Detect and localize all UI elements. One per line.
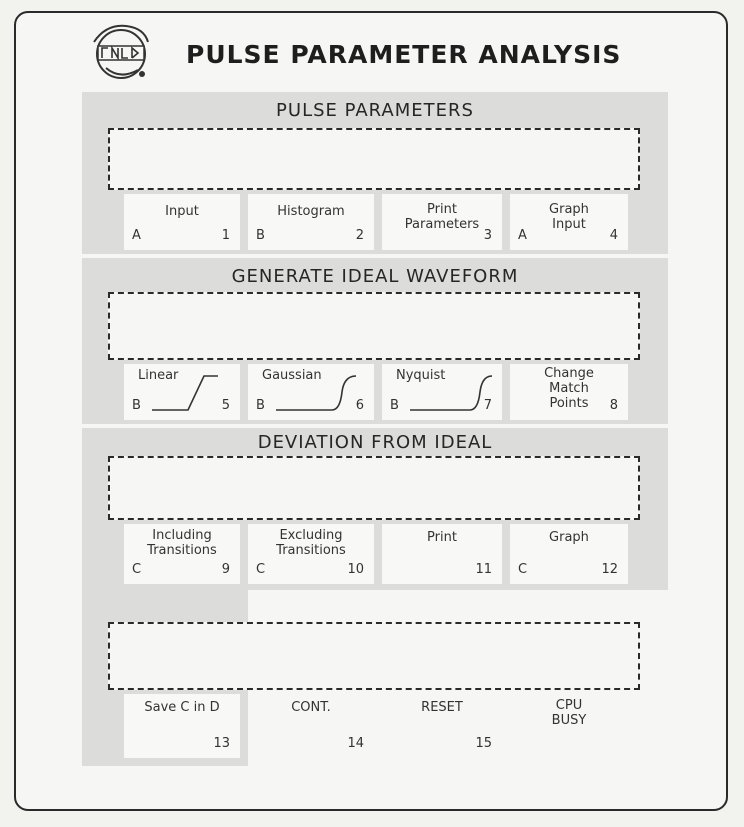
cpu-busy-indicator: CPU BUSY — [551, 698, 587, 728]
softkey-9-including-transitions[interactable]: Including Transitions C 9 — [124, 524, 240, 584]
company-logo — [86, 18, 156, 84]
section-heading: PULSE PARAMETERS — [276, 100, 474, 121]
softkey-display-3 — [108, 456, 640, 520]
softkey-1-input[interactable]: Input A 1 — [124, 194, 240, 250]
softkey-5-linear[interactable]: Linear B 5 — [124, 364, 240, 420]
section-heading: GENERATE IDEAL WAVEFORM — [231, 266, 519, 287]
softkey-11-print[interactable]: Print 11 — [382, 524, 502, 584]
softkey-6-gaussian[interactable]: Gaussian B 6 — [248, 364, 374, 420]
softkey-12-graph[interactable]: Graph C 12 — [510, 524, 628, 584]
softkey-4-graph-input[interactable]: Graph Input A 4 — [510, 194, 628, 250]
softkey-8-change-match-points[interactable]: Change Match Points 8 — [510, 364, 628, 420]
softkey-10-excluding-transitions[interactable]: Excluding Transitions C 10 — [248, 524, 374, 584]
softkey-14-cont[interactable]: CONT. 14 — [291, 700, 364, 751]
gaussian-edge-icon — [274, 372, 358, 414]
section-heading: DEVIATION FROM IDEAL — [257, 432, 493, 453]
softkey-13-save-c-in-d[interactable]: Save C in D 13 — [124, 694, 240, 758]
softkey-display-4 — [108, 622, 640, 690]
linear-ramp-icon — [150, 372, 220, 414]
page-title: PULSE PARAMETER ANALYSIS — [186, 40, 622, 69]
softkey-7-nyquist[interactable]: Nyquist B 7 — [382, 364, 502, 420]
softkey-display-2 — [108, 292, 640, 360]
softkey-3-print-parameters[interactable]: Print Parameters 3 — [382, 194, 502, 250]
nyquist-edge-icon — [408, 372, 492, 414]
softkey-2-histogram[interactable]: Histogram B 2 — [248, 194, 374, 250]
softkey-display-1 — [108, 128, 640, 190]
softkey-15-reset[interactable]: RESET 15 — [421, 700, 492, 751]
